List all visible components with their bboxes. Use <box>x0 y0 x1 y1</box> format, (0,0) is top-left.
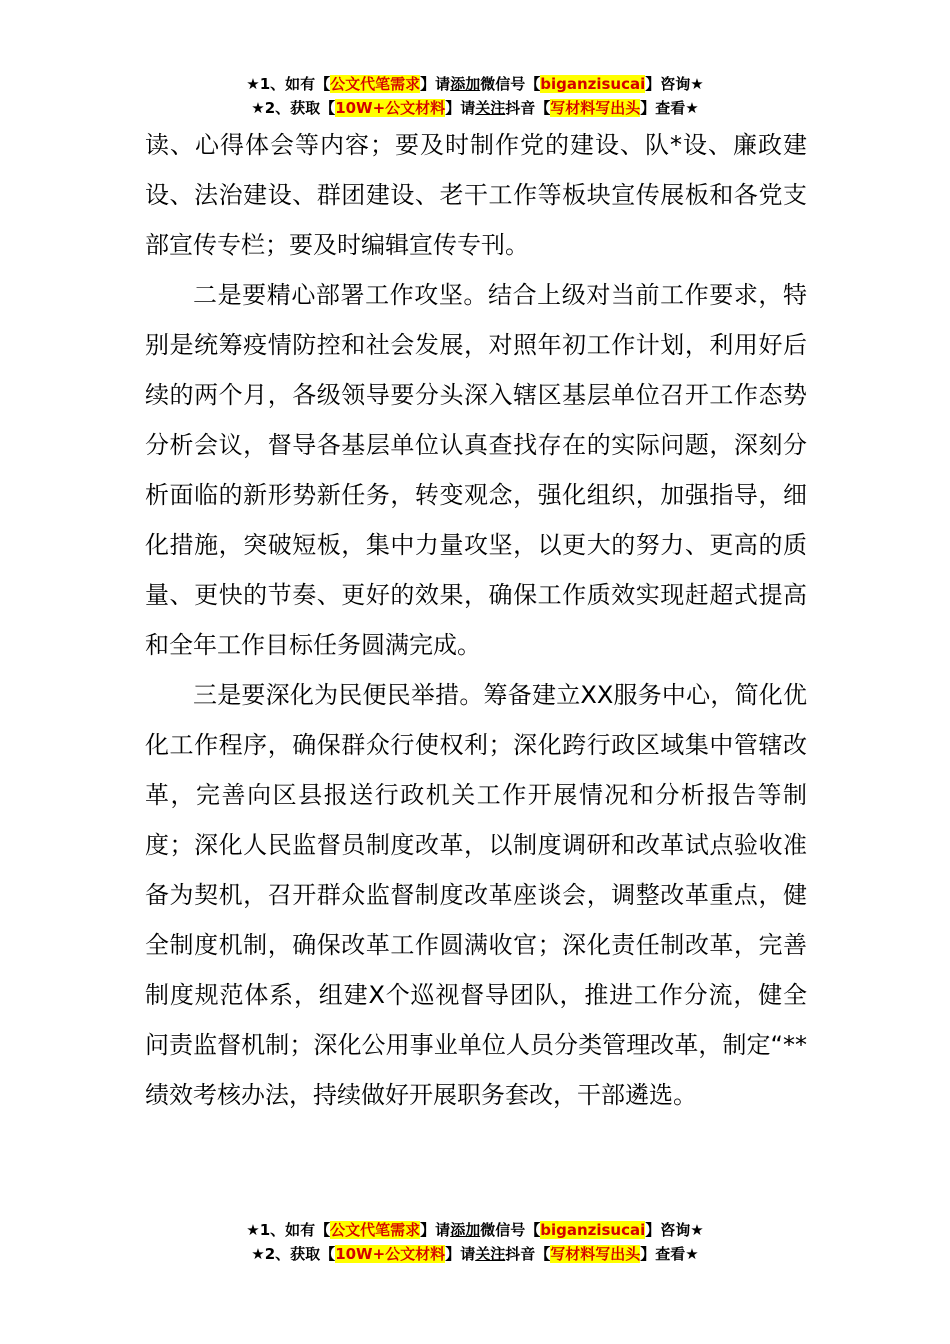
paragraph-continuation: 读、心得体会等内容；要及时制作党的建设、队*设、廉政建设、法治建设、群团建设、老干工作等板块宣传展板和各党支部宣传专栏；要及时编辑宣传专刊。 <box>145 131 807 259</box>
banner-line-2: ★2、获取【10W+公文材料】请关注抖音【写材料写出头】查看★ <box>251 1245 699 1263</box>
document-body <box>145 120 807 1120</box>
paragraph-people-service: 三是要深化为民便民举措。筹备建立XX服务中心，简化优化工作程序，确保群众行使权利；深化跨行政区域集中管辖改革，完善向区县报送行政机关工作开展情况和分析报告等制度；深化人民监督员制度改革，以制度调研和改革试点验收准备为契机，召开群众监督制度改革座谈会，调整改革重点，健全制度机制，确保改革工作圆满收官；深化责任制改革，完善制度规范体系，组建X个巡视督导团队，推进工作分流，健全问责监督机制；深化公用事业单位人员分类管理改革，制定“**绩效考核办法，持续做好开展职务套改，干部遴选。 <box>145 681 807 1109</box>
banner-line-1: ★1、如有【公文代笔需求】请添加微信号【biganzisucai】咨询★ <box>246 75 704 93</box>
footer-banner <box>0 1218 950 1266</box>
banner-line-1: ★1、如有【公文代笔需求】请添加微信号【biganzisucai】咨询★ <box>246 1221 704 1239</box>
header-banner <box>0 72 950 120</box>
banner-line-2: ★2、获取【10W+公文材料】请关注抖音【写材料写出头】查看★ <box>251 99 699 117</box>
paragraph-work-attack: 二是要精心部署工作攻坚。结合上级对当前工作要求，特别是统筹疫情防控和社会发展，对照年初工作计划，利用好后续的两个月，各级领导要分头深入辖区基层单位召开工作态势分析会议，督导各基层单位认真查找存在的实际问题，深刻分析面临的新形势新任务，转变观念，强化组织，加强指导，细化措施，突破短板，集中力量攻坚，以更大的努力、更高的质量、更快的节奏、更好的效果，确保工作质效实现赶超式提高和全年工作目标任务圆满完成。 <box>145 281 807 659</box>
